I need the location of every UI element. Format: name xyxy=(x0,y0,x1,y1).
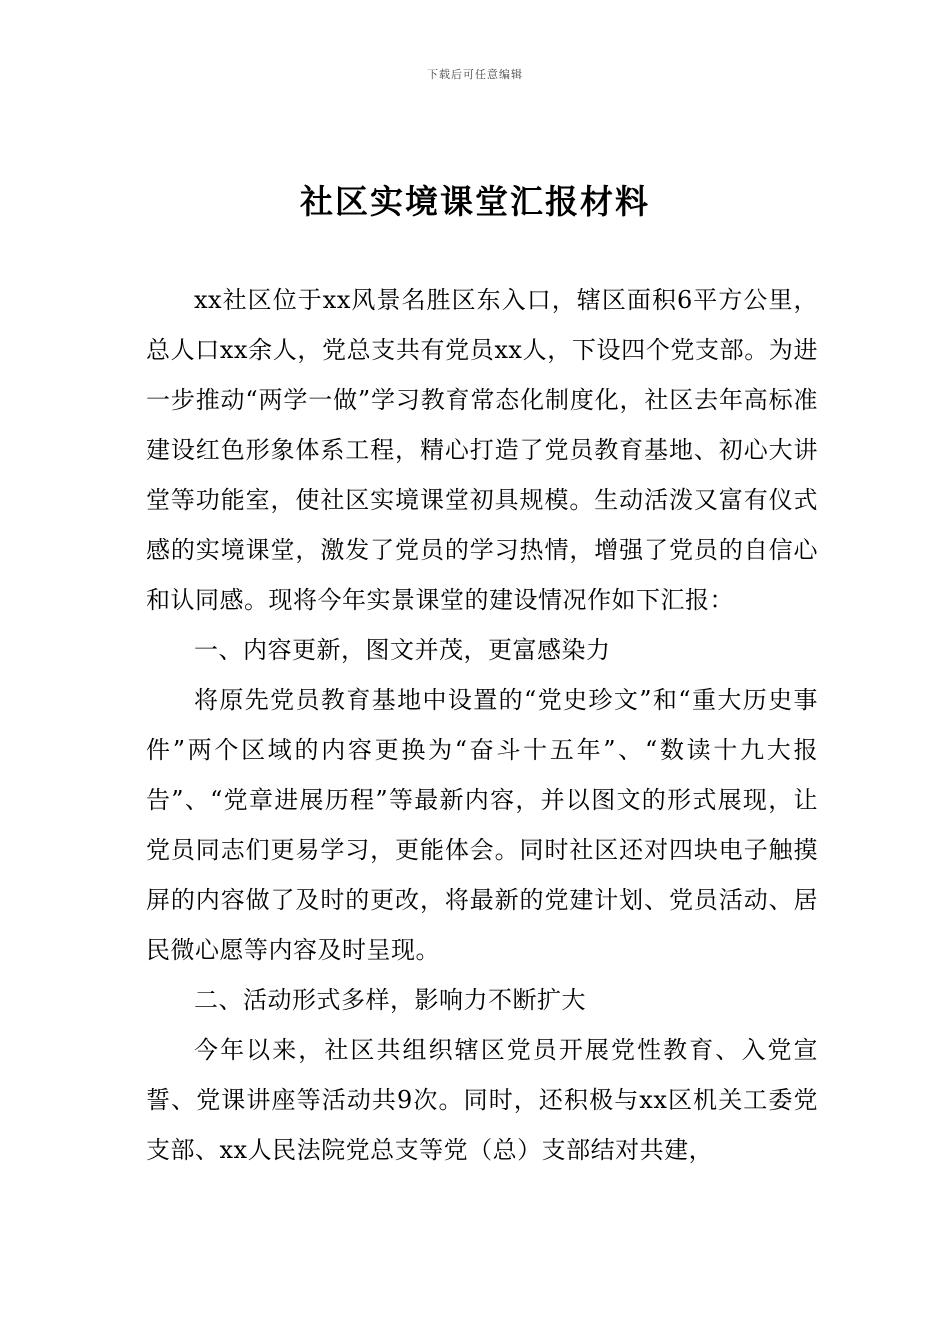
section2-heading: 二、活动形式多样，影响力不断扩大 xyxy=(194,986,586,1014)
section1-heading: 一、内容更新，图文并茂，更富感染力 xyxy=(194,636,611,664)
document-body xyxy=(146,275,818,1175)
section2-paragraph: 今年以来，社区共组织辖区党员开展党性教育、入党宣誓、党课讲座等活动共9次。同时，还积极与xx区机关工委党支部、xx人民法院党总支等党（总）支部结对共建， xyxy=(146,1036,818,1164)
document-title: 社区实境课堂汇报材料 xyxy=(300,182,650,221)
section1-paragraph: 将原先党员教育基地中设置的“党史珍文”和“重大历史事件”两个区域的内容更换为“奋斗十五年”、“数读十九大报告”、“党章进展历程”等最新内容，并以图文的形式展现，让党员同志们更易学习，更能体会。同时社区还对四块电子触摸屏的内容做了及时的更改，将最新的党建计划、党员活动、居民微心愿等内容及时呈现。 xyxy=(146,686,818,964)
header-note: 下载后可任意编辑 xyxy=(427,68,523,81)
intro-paragraph: xx社区位于xx风景名胜区东入口，辖区面积6平方公里，总人口xx余人，党总支共有党员xx人，下设四个党支部。为进一步推动“两学一做”学习教育常态化制度化，社区去年高标准建设红色形象体系工程，精心打造了党员教育基地、初心大讲堂等功能室，使社区实境课堂初具规模。生动活泼又富有仪式感的实境课堂，激发了党员的学习热情，增强了党员的自信心和认同感。现将今年实景课堂的建设情况作如下汇报： xyxy=(146,286,818,614)
